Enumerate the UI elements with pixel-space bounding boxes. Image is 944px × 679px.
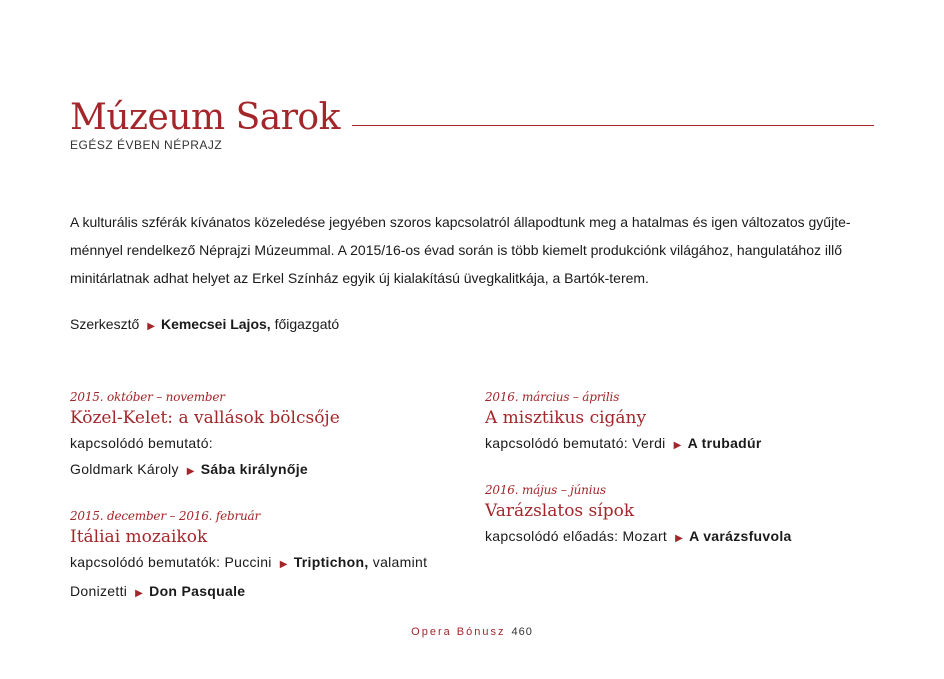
- event-work: A trubadúr: [687, 435, 762, 451]
- event-composer: kapcsolódó bemutatók: Puccini: [70, 554, 272, 570]
- page-footer: [0, 626, 944, 638]
- intro-line: minitárlatnak adhat helyet az Erkel Színház egyik új kialakítású üvegkalitkája, a Bartók-terem.: [70, 270, 649, 286]
- event-composer: kapcsolódó előadás: Mozart: [485, 528, 668, 544]
- event-item: [70, 388, 470, 485]
- page-title: Múzeum Sarok: [70, 97, 340, 138]
- event-work: Triptichon,: [293, 554, 369, 570]
- right-triangle-icon: ▶: [135, 588, 144, 599]
- event-work: Sába királynője: [200, 461, 308, 477]
- event-composer: kapcsolódó bemutató: Verdi: [485, 435, 666, 451]
- event-composer: Goldmark Károly: [70, 461, 179, 477]
- title-row: [70, 88, 874, 138]
- event-date: 2015. október – november: [70, 390, 225, 404]
- title-rule: [352, 125, 874, 126]
- right-triangle-icon: ▶: [186, 466, 195, 477]
- editor-name: Kemecsei Lajos,: [160, 316, 271, 332]
- right-triangle-icon: ▶: [147, 321, 155, 332]
- event-line: [70, 578, 470, 607]
- page-number: 460: [511, 626, 533, 638]
- editor-role: főigazgató: [274, 316, 340, 332]
- event-line: kapcsolódó bemutató:: [70, 435, 213, 451]
- event-line: [70, 549, 470, 578]
- event-line: [485, 523, 885, 552]
- event-composer: Donizetti: [70, 583, 128, 599]
- events-right-column: [485, 388, 885, 574]
- event-date: 2015. december – 2016. február: [70, 509, 261, 523]
- right-triangle-icon: ▶: [675, 533, 684, 544]
- intro-line: A kulturális szférák kívánatos közeledése jegyében szoros kapcsolatról állapodtunk meg a hatalmas és igen változatos gyűjte-: [70, 214, 851, 230]
- event-work: A varázsfuvola: [689, 528, 792, 544]
- event-title: Közel-Kelet: a vallások bölcsője: [70, 408, 340, 428]
- editor-label: Szerkesztő: [70, 316, 140, 332]
- event-item: [70, 507, 470, 607]
- event-date: 2016. május – június: [485, 483, 606, 497]
- event-suffix: valamint: [372, 554, 428, 570]
- intro-line: ménnyel rendelkező Néprajzi Múzeummal. A 2015/16-os évad során is több kiemelt produkciónk világához, hangulatához illő: [70, 242, 842, 258]
- event-line: [485, 430, 885, 459]
- event-date: 2016. március – április: [485, 390, 620, 404]
- page-subtitle: EGÉSZ ÉVBEN NÉPRAJZ: [70, 138, 223, 152]
- events-left-column: [70, 388, 470, 629]
- right-triangle-icon: ▶: [673, 440, 682, 451]
- intro-paragraph: [70, 208, 876, 292]
- editor-credit: [70, 310, 339, 341]
- event-item: [485, 481, 885, 552]
- event-line: [70, 456, 470, 485]
- event-title: A misztikus cigány: [485, 408, 647, 428]
- publication-name: Opera Bónusz: [411, 626, 506, 638]
- event-work: Don Pasquale: [149, 583, 246, 599]
- event-title: Varázslatos sípok: [485, 501, 635, 521]
- event-title: Itáliai mozaikok: [70, 527, 208, 547]
- right-triangle-icon: ▶: [279, 559, 288, 570]
- event-item: [485, 388, 885, 459]
